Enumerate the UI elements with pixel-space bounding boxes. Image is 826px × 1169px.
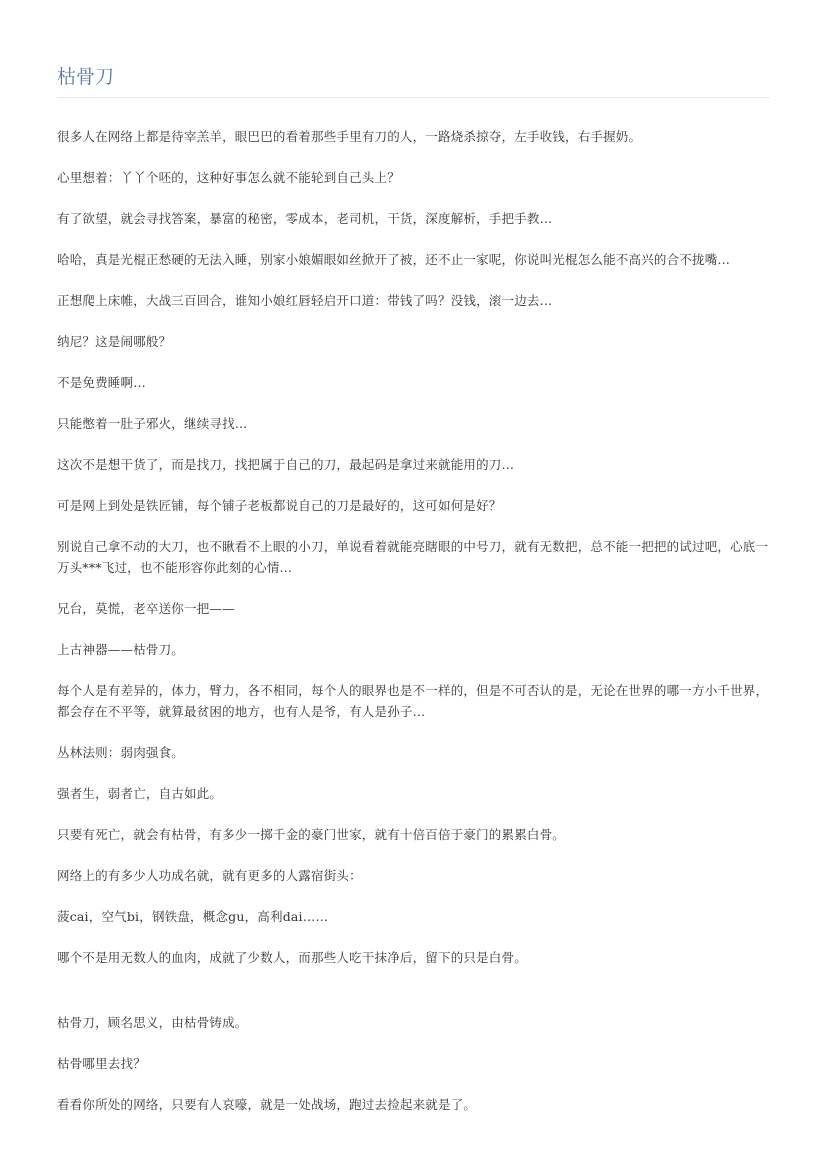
paragraph: 兄台，莫慌，老卒送你一把—— — [57, 601, 235, 616]
paragraph: 只要有死亡，就会有枯骨，有多少一掷千金的豪门世家，就有十倍百倍于豪门的累累白骨。 — [57, 827, 566, 842]
paragraph: 每个人是有差异的，体力，臂力，各不相同，每个人的眼界也是不一样的，但是不可否认的是，无论在世界的哪一方小千世界，都会存在不平等，就算最贫困的地方，也有人是爷，有人是孙子… — [57, 683, 769, 719]
article-title: 枯骨刀 — [57, 66, 115, 88]
paragraph: 强者生，弱者亡，自古如此。 — [57, 786, 223, 801]
paragraph: 哪个不是用无数人的血肉，成就了少数人，而那些人吃干抹净后，留下的只是白骨。 — [57, 950, 527, 965]
paragraph: 正想爬上床帷，大战三百回合，谁知小娘红唇轻启开口道：带钱了吗？没钱，滚一边去… — [57, 293, 553, 308]
paragraph: 哈哈，真是光棍正愁硬的无法入睡，别家小娘媚眼如丝掀开了被，还不止一家呢，你说叫光棍怎么能不高兴的合不拢嘴… — [57, 252, 731, 267]
paragraph: 菠cai，空气bi，钢铁盘，概念gu，高利dai…… — [57, 909, 329, 924]
paragraph: 有了欲望，就会寻找答案，暴富的秘密，零成本，老司机，干货，深度解析，手把手教… — [57, 211, 553, 226]
paragraph: 不是免费睡啊… — [57, 375, 146, 390]
paragraph: 上古神器——枯骨刀。 — [57, 642, 185, 657]
document-page — [57, 0, 770, 1135]
paragraph: 枯骨哪里去找？ — [57, 1056, 146, 1071]
paragraph: 看看你所处的网络，只要有人哀嚎，就是一处战场，跑过去捡起来就是了。 — [57, 1097, 477, 1112]
title-divider — [57, 97, 770, 98]
paragraph: 纳尼？这是闹哪般？ — [57, 334, 172, 349]
paragraph: 可是网上到处是铁匠铺，每个铺子老板都说自己的刀是最好的，这可如何是好？ — [57, 498, 502, 513]
paragraph: 只能憋着一肚子邪火，继续寻找… — [57, 416, 248, 431]
paragraph: 心里想着：丫丫个呸的，这种好事怎么就不能轮到自己头上？ — [57, 170, 400, 185]
paragraph: 别说自己拿不动的大刀，也不瞅看不上眼的小刀，单说看着就能亮瞎眼的中号刀，就有无数把，总不能一把把的试过吧，心底一万头***飞过，也不能形容你此刻的心情… — [57, 539, 769, 575]
paragraph: 很多人在网络上都是待宰羔羊，眼巴巴的看着那些手里有刀的人，一路烧杀掠夺，左手收钱，右手握奶。 — [57, 129, 642, 144]
paragraph: 丛林法则：弱肉强食。 — [57, 745, 185, 760]
article-body — [57, 126, 770, 1115]
paragraph: 这次不是想干货了，而是找刀，找把属于自己的刀，最起码是拿过来就能用的刀… — [57, 457, 515, 472]
paragraph: 枯骨刀，顾名思义，由枯骨铸成。 — [57, 1015, 248, 1030]
paragraph: 网络上的有多少人功成名就，就有更多的人露宿街头： — [57, 868, 362, 883]
